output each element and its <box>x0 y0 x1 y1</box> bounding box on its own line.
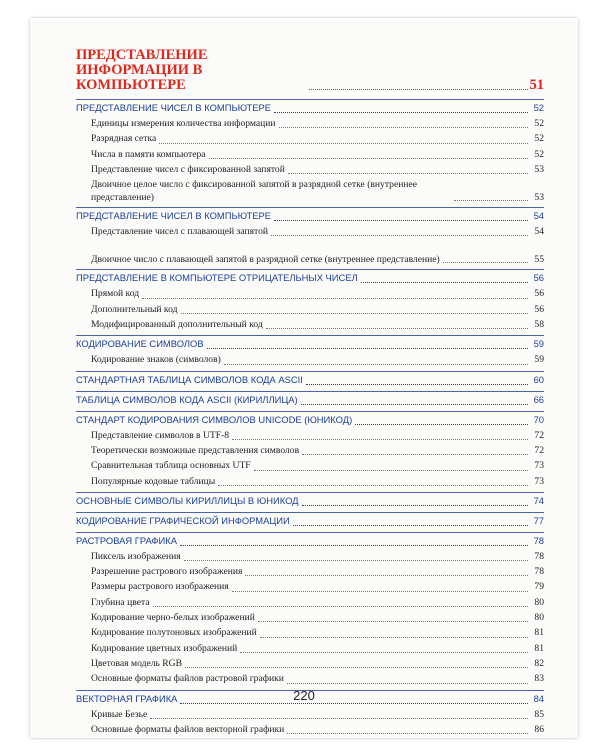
entry-page-number: 56 <box>533 272 544 284</box>
entry-title: Пиксель изображения <box>91 550 181 562</box>
toc-entry <box>76 656 544 671</box>
toc-entry <box>76 549 544 564</box>
entry-page-number: 70 <box>533 413 544 425</box>
toc-entry <box>76 707 544 722</box>
dot-leader <box>301 404 528 405</box>
toc-section-entry <box>76 99 544 116</box>
dot-leader <box>266 328 528 329</box>
toc-entry <box>76 443 544 458</box>
dot-leader <box>240 652 528 653</box>
entry-title: ПРЕДСТАВЛЕНИЕ ЧИСЕЛ В КОМПЬЮТЕРЕ <box>76 210 272 222</box>
toc-entry <box>76 474 544 489</box>
dot-leader <box>153 606 528 607</box>
entry-page-number: 78 <box>534 550 544 562</box>
toc-entry <box>76 239 544 266</box>
toc-section-entry <box>76 207 544 224</box>
dot-leader <box>274 112 528 113</box>
dot-leader <box>274 220 528 221</box>
chapter-title: ПРЕДСТАВЛЕНИЕ ИНФОРМАЦИИ В КОМПЬЮТЕРЕ <box>76 47 208 93</box>
dot-leader <box>159 143 528 144</box>
entry-page-number: 86 <box>534 723 544 735</box>
entry-page-number: 59 <box>534 354 544 366</box>
entry-page-number: 77 <box>533 514 544 526</box>
entry-page-number: 54 <box>534 226 544 238</box>
entry-page-number: 74 <box>533 494 544 506</box>
toc-entry <box>76 116 544 131</box>
toc-entry <box>76 177 544 204</box>
entry-title: Кодирование знаков (символов) <box>91 354 221 366</box>
entry-page-number: 73 <box>534 460 544 472</box>
entry-title: Прямой код <box>91 288 140 300</box>
entry-page-number: 53 <box>534 191 544 203</box>
toc-entry <box>76 147 544 162</box>
toc-entries <box>76 99 544 737</box>
entry-title: Модифицированный дополнительный код <box>91 319 263 331</box>
entry-page-number: 53 <box>534 163 544 175</box>
entry-page-number: 56 <box>534 288 544 300</box>
dot-leader <box>288 173 528 174</box>
dot-leader <box>279 127 528 128</box>
dot-leader <box>245 575 528 576</box>
toc-entry <box>76 162 544 177</box>
entry-page-number: 73 <box>534 475 544 487</box>
entry-title: Представление символов в UTF-8 <box>91 429 230 441</box>
entry-page-number: 55 <box>534 253 544 265</box>
entry-title: Кодирование полутоновых изображений <box>91 627 257 639</box>
chapter-page-number: 51 <box>529 77 544 93</box>
entry-title: Двоичное целое число с фиксированной запятой в разрядной сетке (внутреннее представление) <box>91 179 417 203</box>
entry-title: Цветовая модель RGB <box>91 657 183 669</box>
entry-page-number: 52 <box>533 102 544 113</box>
entry-title: КОДИРОВАНИЕ СИМВОЛОВ <box>76 338 204 350</box>
dot-leader <box>254 470 528 471</box>
entry-title: СТАНДАРТ КОДИРОВАНИЯ СИМВОЛОВ UNICODE (ЮНИКОД) <box>76 413 353 425</box>
entry-page-number: 59 <box>533 338 544 350</box>
entry-title: Дополнительный код <box>91 303 178 315</box>
entry-page-number: 80 <box>534 612 544 624</box>
entry-title: Основные форматы файлов растровой графики <box>91 673 284 685</box>
book-page <box>30 18 578 738</box>
toc-section-entry <box>76 532 544 549</box>
entry-title: ВЕКТОРНАЯ ГРАФИКА <box>76 692 178 704</box>
entry-page-number: 58 <box>534 319 544 331</box>
entry-page-number: 54 <box>533 210 544 222</box>
toc-entry <box>76 722 544 737</box>
entry-title: КОДИРОВАНИЕ ГРАФИЧЕСКОЙ ИНФОРМАЦИИ <box>76 514 290 526</box>
dot-leader <box>258 621 528 622</box>
entry-page-number: 84 <box>533 692 544 704</box>
toc-entry <box>76 625 544 640</box>
dot-leader <box>443 262 528 263</box>
entry-page-number: 72 <box>534 444 544 456</box>
entry-page-number: 56 <box>534 303 544 315</box>
dot-leader <box>218 485 528 486</box>
dot-leader <box>184 560 528 561</box>
toc-entry <box>76 286 544 301</box>
entry-title: Популярные кодовые таблицы <box>91 475 216 487</box>
entry-title: Теоретически возможные представления символов <box>91 444 300 456</box>
entry-page-number: 78 <box>533 534 544 546</box>
toc-section-entry <box>76 411 544 428</box>
entry-title: Представление чисел с плавающей запятой <box>91 226 269 238</box>
entry-title: Размеры растрового изображения <box>91 581 229 593</box>
entry-title: ОСНОВНЫЕ СИМВОЛЫ КИРИЛЛИЦЫ В ЮНИКОД <box>76 494 299 506</box>
dot-leader <box>185 667 528 668</box>
toc-entry <box>76 428 544 443</box>
entry-title: Единицы измерения количества информации <box>91 118 276 129</box>
dot-leader <box>180 545 528 546</box>
entry-title: Кодирование цветных изображений <box>91 642 238 654</box>
entry-page-number: 78 <box>534 566 544 578</box>
dot-leader <box>302 454 528 455</box>
entry-page-number: 52 <box>534 133 544 145</box>
entry-title: СТАНДАРТНАЯ ТАБЛИЦА СИМВОЛОВ КОДА ASCII <box>76 373 303 385</box>
dot-leader <box>142 298 528 299</box>
page-number: 220 <box>293 688 315 703</box>
entry-title: Числа в памяти компьютера <box>91 148 206 160</box>
dot-leader <box>454 200 528 201</box>
entry-page-number: 52 <box>534 148 544 160</box>
toc-section-entry <box>76 371 544 388</box>
dot-leader <box>293 525 528 526</box>
dot-leader <box>302 505 528 506</box>
dot-leader <box>355 424 528 425</box>
entry-title: ПРЕДСТАВЛЕНИЕ ЧИСЕЛ В КОМПЬЮТЕРЕ <box>76 102 272 113</box>
dot-leader <box>224 364 528 365</box>
dot-leader <box>287 683 528 684</box>
toc-entry <box>76 579 544 594</box>
entry-page-number: 81 <box>534 642 544 654</box>
dot-leader <box>207 348 528 349</box>
toc-entry <box>76 131 544 146</box>
toc-entry <box>76 641 544 656</box>
table-of-contents <box>76 48 544 737</box>
toc-entry <box>76 595 544 610</box>
entry-title: Глубина цвета <box>91 596 150 608</box>
toc-entry <box>76 224 544 239</box>
dot-leader <box>181 313 528 314</box>
dot-leader <box>361 282 528 283</box>
toc-section-entry <box>76 492 544 509</box>
entry-page-number: 83 <box>534 673 544 685</box>
entry-title: Разрядная сетка <box>91 133 157 145</box>
toc-section-entry <box>76 269 544 286</box>
entry-page-number: 85 <box>534 708 544 720</box>
toc-entry <box>76 317 544 332</box>
toc-entry <box>76 671 544 686</box>
entry-title: РАСТРОВАЯ ГРАФИКА <box>76 534 177 546</box>
dot-leader <box>306 384 528 385</box>
entry-title: Двоичное число с плавающей запятой в разрядной сетке (внутреннее представление) <box>91 253 440 265</box>
toc-entry <box>76 564 544 579</box>
entry-page-number: 52 <box>534 118 544 129</box>
entry-page-number: 66 <box>533 393 544 405</box>
dot-leader <box>232 591 528 592</box>
entry-title: Кривые Безье <box>91 708 148 720</box>
dot-leader <box>150 718 528 719</box>
toc-section-entry <box>76 391 544 408</box>
chapter-heading <box>76 48 544 93</box>
entry-title: Представление чисел с фиксированной запятой <box>91 163 285 175</box>
dot-leader <box>309 89 528 90</box>
entry-page-number: 60 <box>533 373 544 385</box>
toc-entry <box>76 352 544 367</box>
entry-page-number: 72 <box>534 429 544 441</box>
dot-leader <box>271 235 528 236</box>
entry-page-number: 81 <box>534 627 544 639</box>
entry-title: ПРЕДСТАВЛЕНИЕ В КОМПЬЮТЕРЕ ОТРИЦАТЕЛЬНЫХ ЧИСЕЛ <box>76 272 358 284</box>
toc-entry <box>76 302 544 317</box>
dot-leader <box>209 158 528 159</box>
entry-title: Разрешение растрового изображения <box>91 566 243 578</box>
entry-page-number: 80 <box>534 596 544 608</box>
entry-page-number: 79 <box>534 581 544 593</box>
toc-section-entry <box>76 512 544 529</box>
toc-entry <box>76 458 544 473</box>
toc-section-entry <box>76 335 544 352</box>
entry-page-number: 82 <box>534 657 544 669</box>
entry-title: Сравнительная таблица основных UTF <box>91 460 251 472</box>
toc-entry <box>76 610 544 625</box>
dot-leader <box>287 733 528 734</box>
entry-title: ТАБЛИЦА СИМВОЛОВ КОДА ASCII (КИРИЛЛИЦА) <box>76 393 298 405</box>
dot-leader <box>232 439 528 440</box>
entry-title: Кодирование черно-белых изображений <box>91 612 255 624</box>
entry-title: Основные форматы файлов векторной графики <box>91 723 285 735</box>
dot-leader <box>260 637 528 638</box>
